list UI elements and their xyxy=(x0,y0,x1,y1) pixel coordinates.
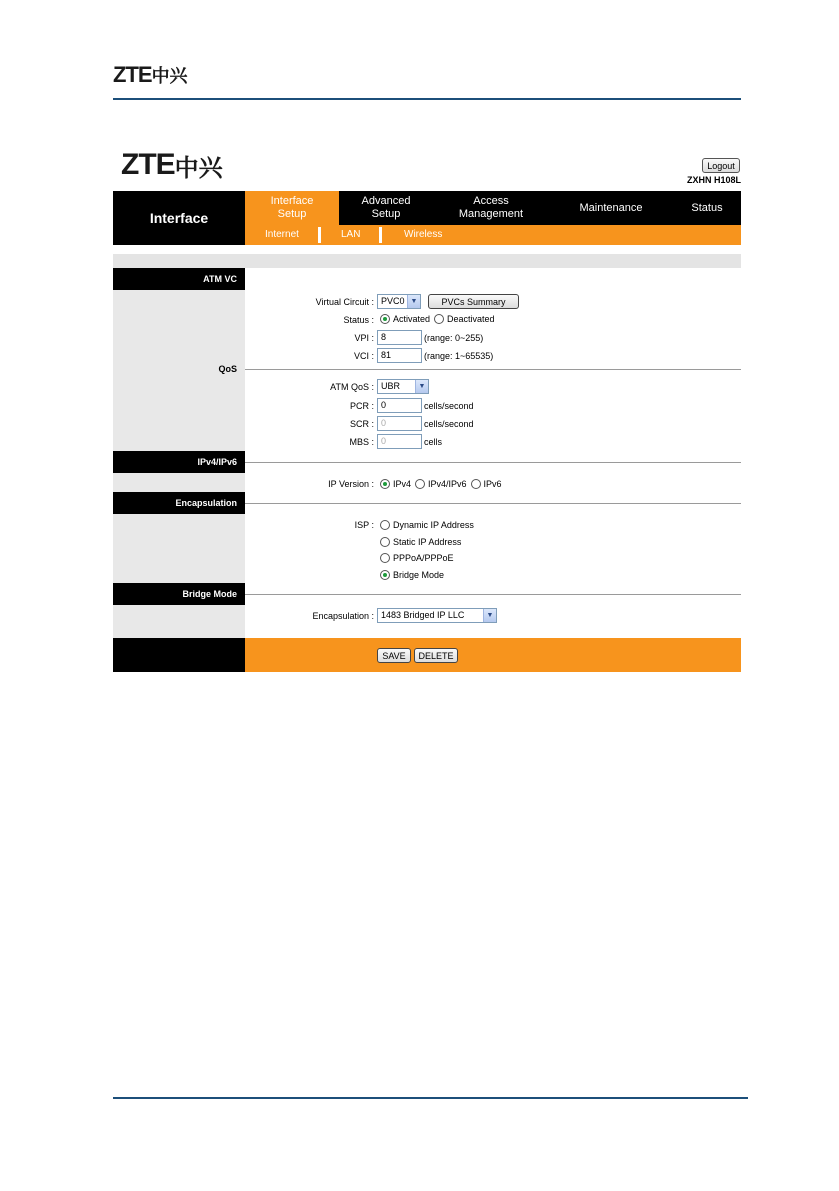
radio-label: Deactivated xyxy=(447,314,495,324)
radio-label: Bridge Mode xyxy=(393,570,445,580)
mbs-unit: cells xyxy=(424,437,443,447)
footer-action-bar xyxy=(245,638,741,672)
header-rule xyxy=(113,98,741,100)
tab-label: Access xyxy=(473,195,509,207)
document-logo xyxy=(113,62,188,88)
section-atm-vc: ATM VC xyxy=(113,268,245,290)
pcr-input[interactable]: 0 xyxy=(377,398,422,413)
tab-label: Setup xyxy=(277,208,307,220)
section-ip-version: IPv4/IPv6 xyxy=(113,451,245,473)
pcr-label: PCR : xyxy=(349,401,374,411)
router-logo-latin: ZTE xyxy=(121,148,175,181)
section-qos: QoS xyxy=(218,364,237,374)
chevron-down-icon: ▼ xyxy=(483,609,496,622)
encapsulation-value: 1483 Bridged IP LLC xyxy=(381,610,465,620)
isp-dynamic-option xyxy=(380,520,478,530)
ipv4-radio[interactable] xyxy=(380,479,390,489)
footer-rule xyxy=(113,1097,748,1099)
router-ui xyxy=(113,145,741,672)
logo-latin: ZTE xyxy=(113,62,152,87)
main-nav xyxy=(245,191,741,225)
tab-label: Advanced xyxy=(361,195,411,207)
ipv6-radio[interactable] xyxy=(471,479,481,489)
radio-label: IPv4/IPv6 xyxy=(428,479,467,489)
model-name: ZXHN H108L xyxy=(686,175,741,185)
atm-qos-value: UBR xyxy=(381,381,401,391)
bridge-divider xyxy=(245,594,741,595)
virtual-circuit-select[interactable] xyxy=(377,294,421,309)
scr-input[interactable]: 0 xyxy=(377,416,422,431)
radio-label: Activated xyxy=(393,314,431,324)
tab-label: Interface xyxy=(270,195,314,207)
encapsulation-label: Encapsulation : xyxy=(312,611,374,621)
radio-label: Static IP Address xyxy=(393,537,462,547)
section-encapsulation: Encapsulation xyxy=(113,492,245,514)
qos-divider xyxy=(245,369,741,370)
status-deactivated-radio[interactable] xyxy=(434,314,444,324)
subtab-lan[interactable]: LAN xyxy=(341,229,361,240)
chevron-down-icon: ▼ xyxy=(415,380,428,393)
vci-label: VCI : xyxy=(353,351,374,361)
status-radio-group xyxy=(380,314,499,324)
footer-left-bar xyxy=(113,638,245,672)
subtab-internet[interactable]: Internet xyxy=(265,229,299,240)
tab-access-management[interactable] xyxy=(433,191,549,225)
logo-cjk: 中兴 xyxy=(151,66,188,87)
isp-pppoe-option xyxy=(380,553,458,563)
virtual-circuit-value: PVC0 xyxy=(381,296,405,306)
scr-label: SCR : xyxy=(349,419,374,429)
scr-unit: cells/second xyxy=(424,419,474,429)
radio-label: PPPoA/PPPoE xyxy=(393,553,454,563)
radio-label: IPv4 xyxy=(393,479,412,489)
router-logo xyxy=(121,147,223,183)
status-label: Status : xyxy=(343,315,374,325)
logout-button[interactable]: Logout xyxy=(702,158,740,173)
virtual-circuit-label: Virtual Circuit : xyxy=(315,297,374,307)
mbs-label: MBS : xyxy=(349,437,374,447)
ipv4-ipv6-radio[interactable] xyxy=(415,479,425,489)
ip-version-radio-group xyxy=(380,479,506,489)
isp-label: ISP : xyxy=(354,520,374,530)
subtab-wireless[interactable]: Wireless xyxy=(404,229,443,240)
tab-interface-setup[interactable] xyxy=(245,191,339,225)
isp-bridge-option xyxy=(380,570,448,580)
content-top-bar xyxy=(113,254,741,268)
atm-qos-select[interactable] xyxy=(377,379,429,394)
pcr-unit: cells/second xyxy=(424,401,474,411)
isp-static-radio[interactable] xyxy=(380,537,390,547)
vpi-input[interactable]: 8 xyxy=(377,330,422,345)
tab-maintenance[interactable] xyxy=(549,191,673,225)
status-activated-radio[interactable] xyxy=(380,314,390,324)
isp-bridge-radio[interactable] xyxy=(380,570,390,580)
sub-nav xyxy=(245,225,741,245)
save-button[interactable]: SAVE xyxy=(377,648,411,663)
tab-label: Status xyxy=(691,201,723,214)
encapsulation-divider xyxy=(245,503,741,504)
vpi-label: VPI : xyxy=(354,333,374,343)
nav-section-title: Interface xyxy=(113,191,245,245)
section-bridge-mode: Bridge Mode xyxy=(113,583,245,605)
atm-qos-label: ATM QoS : xyxy=(330,382,374,392)
tab-label: Maintenance xyxy=(579,201,643,214)
isp-pppoe-radio[interactable] xyxy=(380,553,390,563)
ip-divider xyxy=(245,462,741,463)
subtab-separator xyxy=(379,227,382,243)
tab-advanced-setup[interactable] xyxy=(339,191,433,225)
ip-version-label: IP Version : xyxy=(328,479,374,489)
tab-label: Setup xyxy=(371,208,401,220)
chevron-down-icon: ▼ xyxy=(407,295,420,308)
vci-range: (range: 1~65535) xyxy=(424,351,494,361)
isp-static-option xyxy=(380,537,465,547)
pvcs-summary-button[interactable]: PVCs Summary xyxy=(428,294,519,309)
isp-dynamic-radio[interactable] xyxy=(380,520,390,530)
radio-label: IPv6 xyxy=(483,479,502,489)
vpi-range: (range: 0~255) xyxy=(424,333,484,343)
encapsulation-select[interactable] xyxy=(377,608,497,623)
delete-button[interactable]: DELETE xyxy=(414,648,458,663)
router-logo-cjk: 中兴 xyxy=(174,153,223,182)
mbs-input[interactable]: 0 xyxy=(377,434,422,449)
tab-label: Management xyxy=(458,208,524,220)
vci-input[interactable]: 81 xyxy=(377,348,422,363)
subtab-separator xyxy=(318,227,321,243)
radio-label: Dynamic IP Address xyxy=(393,520,474,530)
tab-status[interactable] xyxy=(673,191,741,225)
